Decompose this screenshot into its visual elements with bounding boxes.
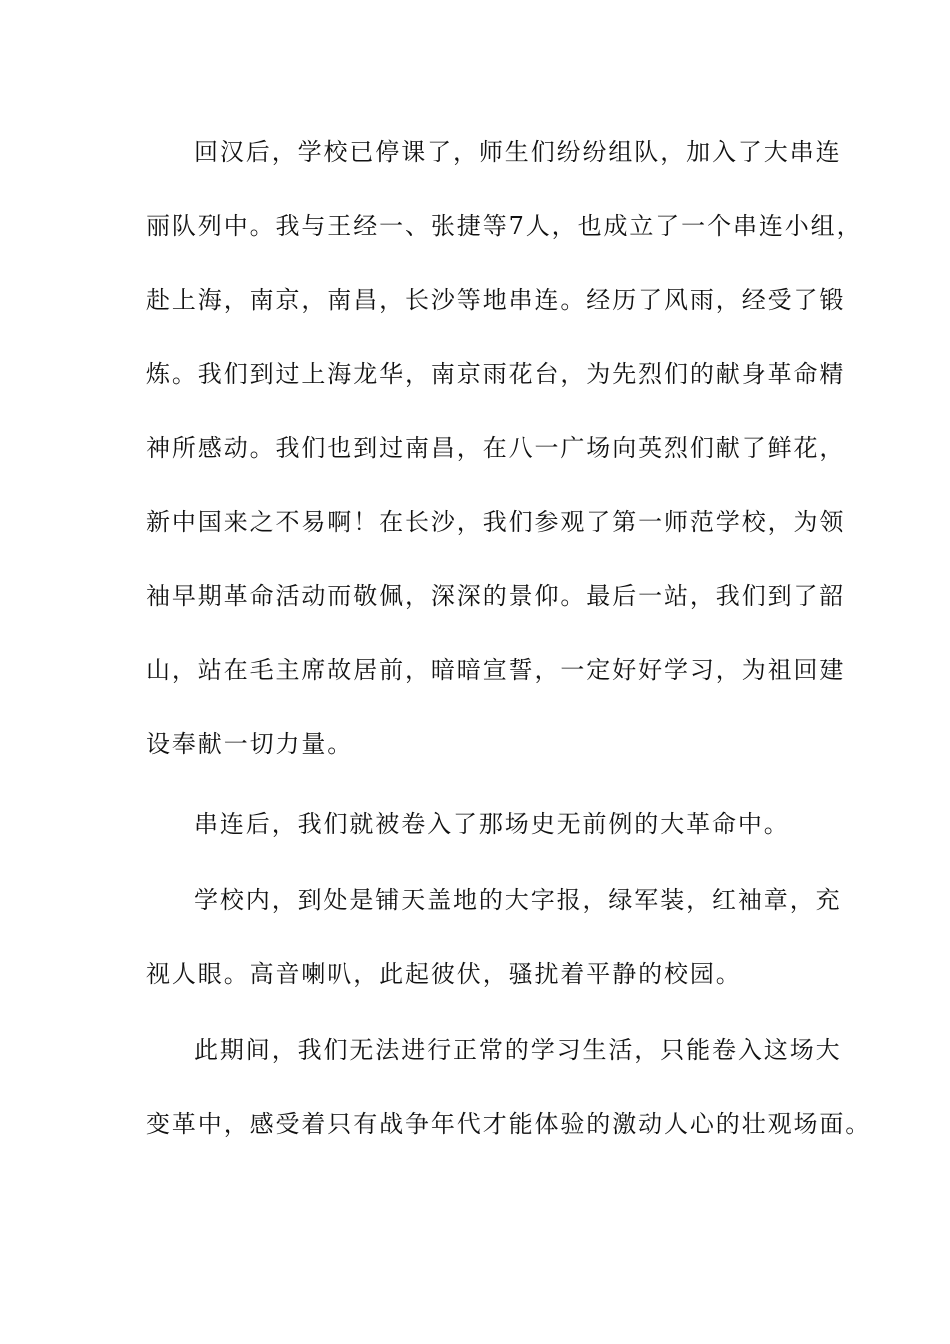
text-line: 此期间，我们无法进行正常的学习生活，只能卷入这场大 xyxy=(194,1036,842,1064)
text-line: 赴上海，南京，南昌，长沙等地串连。经历了风雨，经受了锻 xyxy=(146,286,846,314)
text-line: 设奉献一切力量。 xyxy=(146,730,354,758)
text-line: 新中国来之不易啊！在长沙，我们参观了第一师范学校，为领 xyxy=(146,508,846,536)
text-line: 变革中，感受着只有战争年代才能体验的激动人心的壮观场面。 xyxy=(146,1110,872,1138)
text-line: 山，站在毛主席故居前，暗暗宣誓，一定好好学习，为祖回建 xyxy=(146,656,846,684)
text-line: 炼。我们到过上海龙华，南京雨花台，为先烈们的献身革命精 xyxy=(146,360,846,388)
text-line: 学校内，到处是铺天盖地的大字报，绿军装，红袖章，充 xyxy=(194,886,842,914)
text-line: 视人眼。高音喇叭，此起彼伏，骚扰着平静的校园。 xyxy=(146,960,742,988)
text-line: 丽队列中。我与王经一、张捷等7人，也成立了一个串连小组， xyxy=(146,212,863,240)
text-line: 回汉后，学校已停课了，师生们纷纷组队，加入了大串连 xyxy=(194,138,842,166)
text-line: 神所感动。我们也到过南昌，在八一广场向英烈们献了鲜花， xyxy=(146,434,846,462)
text-line: 袖早期革命活动而敬佩，深深的景仰。最后一站，我们到了韶 xyxy=(146,582,846,610)
text-line: 串连后，我们就被卷入了那场史无前例的大革命中。 xyxy=(194,810,790,838)
